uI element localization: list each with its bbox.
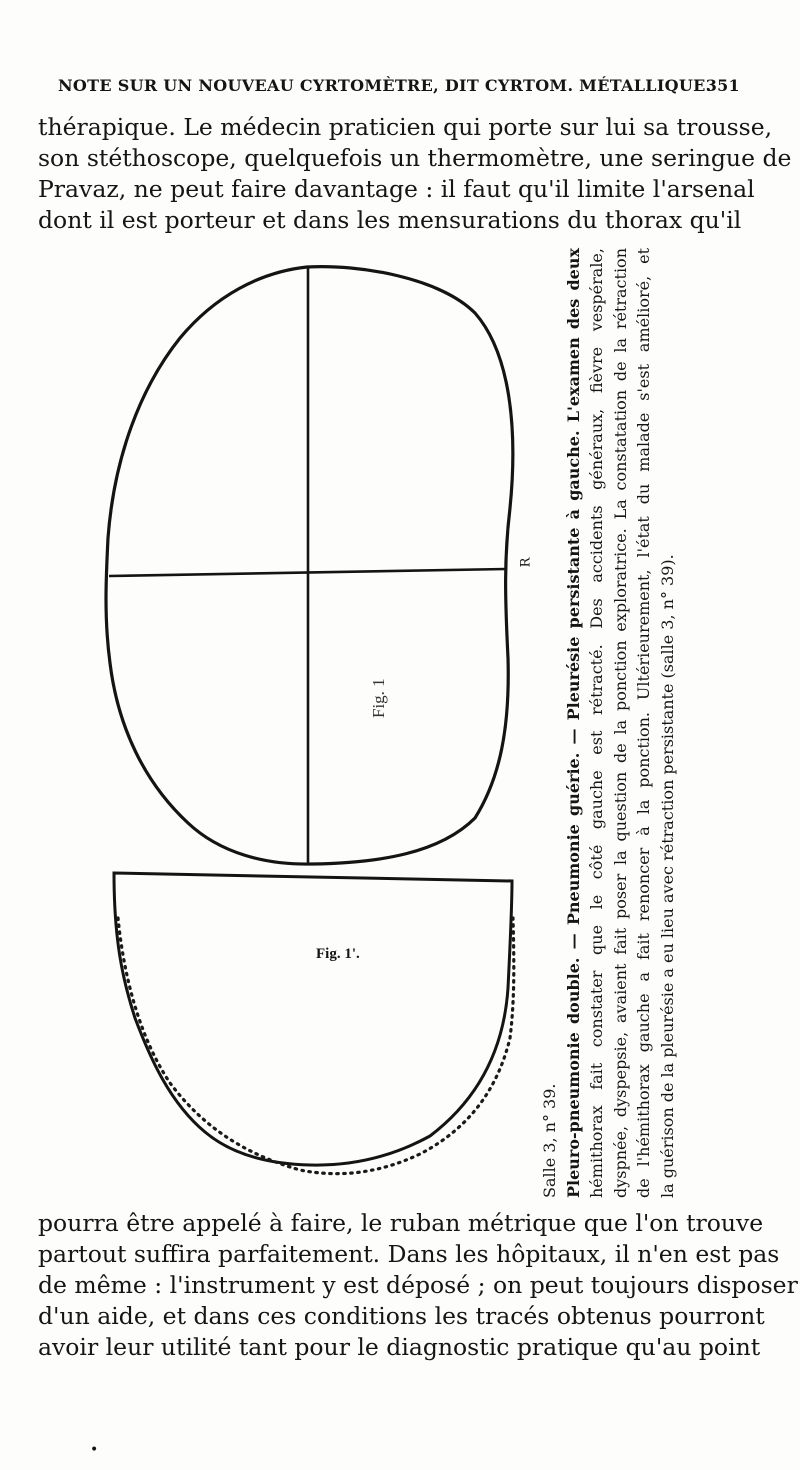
text-line: son stéthoscope, quelquefois un thermomètre, une seringue de xyxy=(38,144,792,172)
fig1-label: Fig. 1 xyxy=(369,678,388,718)
running-head-title: NOTE SUR UN NOUVEAU CYRTOMÈTRE, DIT CYRTOM. MÉTALLIQUE. xyxy=(58,76,712,95)
text-line: partout suffira parfaitement. Dans les hôpitaux, il n'en est pas xyxy=(38,1240,780,1268)
text-line: de même : l'instrument y est déposé ; on peut toujours disposer xyxy=(38,1271,798,1299)
caption-line: hémithorax fait constater que le côté gauche est rétracté. Des accidents généraux, fièvre vespérale, xyxy=(587,248,606,1198)
figure-caption xyxy=(538,248,678,1198)
text-line: d'un aide, et dans ces conditions les tracés obtenus pourront xyxy=(38,1302,765,1330)
bottom-paragraph xyxy=(38,1208,798,1363)
text-line: Pravaz, ne peut faire davantage : il faut qu'il limite l'arsenal xyxy=(38,175,755,203)
caption-line: la guérison de la pleurésie a eu lieu avec rétraction persistante (salle 3, n° 39). xyxy=(657,554,677,1198)
figure-drawing xyxy=(100,258,530,1188)
text-line: avoir leur utilité tant pour le diagnostic pratique qu'au point xyxy=(38,1333,761,1361)
top-paragraph xyxy=(38,112,792,236)
fig1p-label: Fig. 1'. xyxy=(316,946,360,962)
caption-line: Pleuro-pneumonie double. — Pneumonie guérie. — Pleurésie persistante à gauche. L'examen des deux xyxy=(563,248,583,1198)
fig1p-outline xyxy=(114,873,512,1165)
thorax-tracing-figure xyxy=(100,258,530,1188)
caption-line: dyspnée, dyspepsie, avaient fait poser la question de la ponction exploratrice. La constatation de la rétraction xyxy=(610,248,630,1198)
text-line: pourra être appelé à faire, le ruban métrique que l'on trouve xyxy=(38,1209,764,1237)
text-line: dont il est porteur et dans les mensurations du thorax qu'il xyxy=(38,206,742,234)
text-line: thérapique. Le médecin praticien qui porte sur lui sa trousse, xyxy=(38,113,773,141)
caption-rotated-block xyxy=(538,248,678,1198)
print-speck: • xyxy=(90,1442,99,1458)
side-marker: R xyxy=(518,557,534,568)
caption-line: de l'hémithorax gauche a fait renoncer à la ponction. Ultérieurement, l'état du malade s'est amélioré, et xyxy=(634,248,653,1198)
page-number: 351 xyxy=(705,76,740,95)
caption-line: Salle 3, n° 39. xyxy=(540,1083,559,1198)
fig1-outline xyxy=(106,267,513,864)
